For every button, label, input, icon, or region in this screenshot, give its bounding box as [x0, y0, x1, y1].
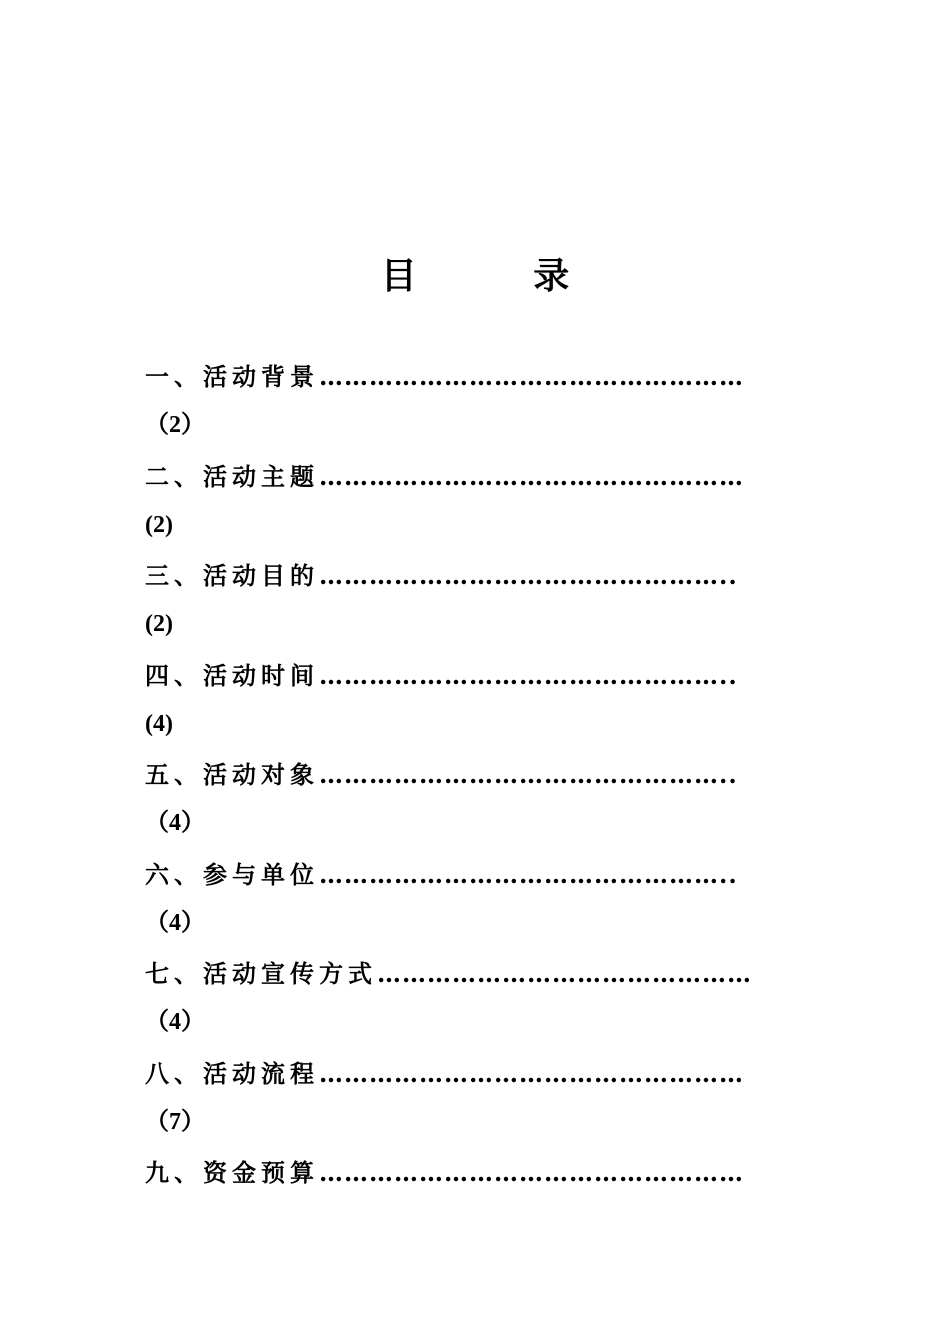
toc-entry-label: 八、活动流程	[145, 1058, 319, 1088]
toc-dot-leader: ………………………………………	[377, 959, 752, 988]
toc-page-number: （4）	[145, 909, 205, 936]
toc-dot-leader: …………………………………………..	[319, 859, 738, 889]
toc-page-number: （7）	[145, 1108, 205, 1135]
toc-page-number: (4)	[145, 710, 173, 737]
toc-entry-line	[145, 949, 805, 999]
toc-entry-line	[145, 1049, 805, 1099]
toc-entry-line	[145, 850, 805, 900]
toc-entry-line	[145, 651, 805, 701]
toc-entry-5[interactable]	[145, 750, 805, 850]
toc-entry-line	[145, 352, 805, 402]
toc-dot-leader: …………………………………………..	[319, 660, 738, 690]
toc-entry-label: 五、活动对象	[145, 760, 319, 789]
toc-page-number: （4）	[145, 810, 205, 836]
toc-entry-8[interactable]	[145, 1049, 805, 1149]
toc-dot-leader: …………………………………………..	[319, 760, 738, 789]
toc-entry-label: 四、活动时间	[145, 660, 319, 690]
toc-page-number: （2）	[145, 412, 205, 438]
toc-page-number: (2)	[145, 511, 173, 538]
toc-entry-1[interactable]	[145, 352, 805, 452]
toc-dot-leader: ……………………………………………	[319, 461, 744, 491]
toc-entry-7[interactable]	[145, 949, 805, 1049]
toc-page-number: （4）	[145, 1009, 205, 1035]
toc-entry-line	[145, 452, 805, 502]
toc-entry-label: 七、活动宣传方式	[145, 959, 377, 988]
toc-entry-label: 三、活动目的	[145, 561, 319, 590]
toc-entry-label: 六、参与单位	[145, 859, 319, 889]
toc-entry-4[interactable]	[145, 651, 805, 751]
toc-entry-2[interactable]	[145, 452, 805, 552]
toc-dot-leader: ……………………………………………	[319, 1158, 744, 1187]
toc-entry-9[interactable]	[145, 1148, 805, 1248]
toc-title: 目 录	[380, 256, 622, 297]
toc-list	[145, 352, 805, 1248]
toc-entry-3[interactable]	[145, 551, 805, 651]
toc-entry-line	[145, 551, 805, 601]
toc-entry-label: 一、活动背景	[145, 362, 319, 391]
toc-entry-label: 二、活动主题	[145, 461, 319, 491]
toc-dot-leader: ……………………………………………	[319, 362, 744, 391]
toc-entry-line	[145, 1148, 805, 1198]
toc-entry-line	[145, 750, 805, 800]
toc-dot-leader: ……………………………………………	[319, 1058, 744, 1088]
toc-entry-6[interactable]	[145, 850, 805, 950]
toc-page-number: (2)	[145, 611, 173, 637]
toc-dot-leader: …………………………………………..	[319, 561, 738, 590]
toc-entry-label: 九、资金预算	[145, 1158, 319, 1187]
